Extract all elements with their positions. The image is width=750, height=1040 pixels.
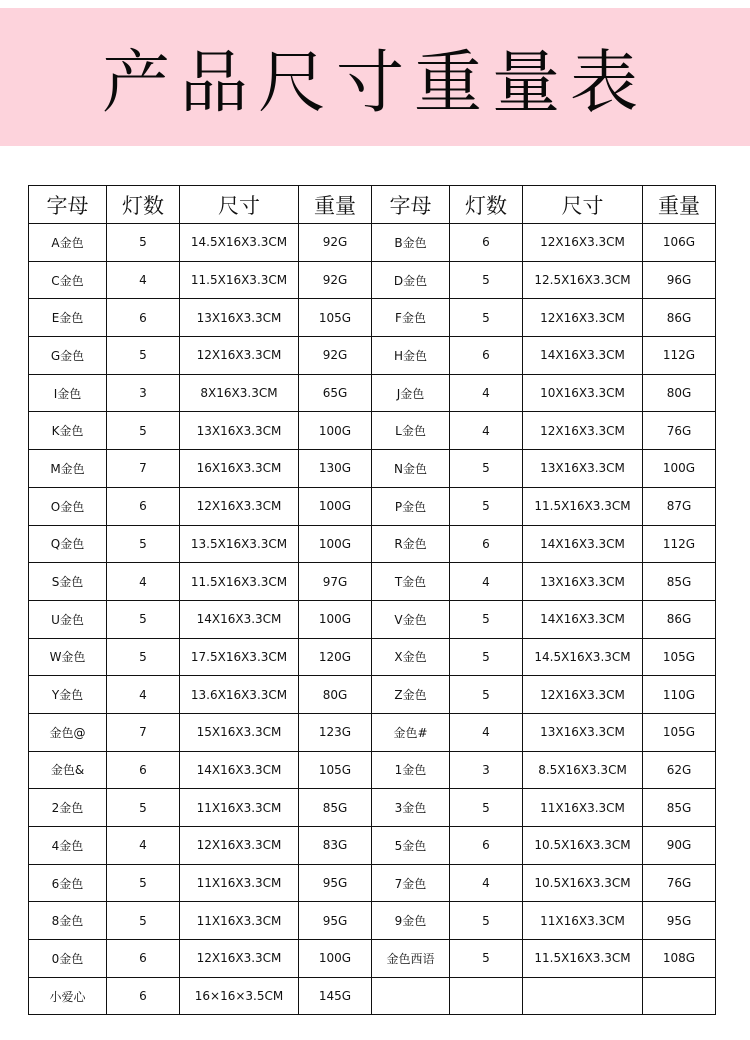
size-cell: 16×16×3.5CM bbox=[180, 977, 299, 1015]
letter-cell: K金色 bbox=[29, 412, 107, 450]
letter-cell: R金色 bbox=[372, 525, 450, 563]
weight-cell: 110G bbox=[643, 676, 716, 714]
letter-cell: 5金色 bbox=[372, 827, 450, 865]
lamps-cell: 3 bbox=[107, 374, 180, 412]
size-cell: 12X16X3.3CM bbox=[180, 827, 299, 865]
size-cell: 12X16X3.3CM bbox=[180, 337, 299, 375]
weight-cell: 130G bbox=[299, 450, 372, 488]
letter-cell: 金色# bbox=[372, 713, 450, 751]
table-row bbox=[29, 977, 716, 1015]
letter-cell: 9金色 bbox=[372, 902, 450, 940]
letter-cell: 2金色 bbox=[29, 789, 107, 827]
weight-cell: 76G bbox=[643, 412, 716, 450]
lamps-cell: 5 bbox=[450, 299, 523, 337]
letter-cell: T金色 bbox=[372, 563, 450, 601]
table-row bbox=[29, 299, 716, 337]
lamps-cell: 4 bbox=[450, 374, 523, 412]
size-cell: 14X16X3.3CM bbox=[180, 751, 299, 789]
table-row bbox=[29, 940, 716, 978]
weight-cell: 92G bbox=[299, 337, 372, 375]
lamps-cell: 5 bbox=[450, 940, 523, 978]
weight-cell bbox=[643, 977, 716, 1015]
letter-cell: 1金色 bbox=[372, 751, 450, 789]
weight-cell: 85G bbox=[643, 789, 716, 827]
lamps-cell: 6 bbox=[450, 337, 523, 375]
weight-cell: 112G bbox=[643, 337, 716, 375]
weight-cell: 97G bbox=[299, 563, 372, 601]
lamps-cell: 5 bbox=[450, 638, 523, 676]
header-weight: 重量 bbox=[299, 186, 372, 224]
table-row bbox=[29, 676, 716, 714]
lamps-cell: 5 bbox=[107, 412, 180, 450]
weight-cell: 83G bbox=[299, 827, 372, 865]
weight-cell: 92G bbox=[299, 261, 372, 299]
size-cell: 8.5X16X3.3CM bbox=[523, 751, 643, 789]
weight-cell: 80G bbox=[643, 374, 716, 412]
letter-cell: P金色 bbox=[372, 487, 450, 525]
weight-cell: 108G bbox=[643, 940, 716, 978]
letter-cell: 金色@ bbox=[29, 713, 107, 751]
header-size: 尺寸 bbox=[180, 186, 299, 224]
lamps-cell: 6 bbox=[107, 940, 180, 978]
letter-cell: E金色 bbox=[29, 299, 107, 337]
header-size: 尺寸 bbox=[523, 186, 643, 224]
letter-cell: L金色 bbox=[372, 412, 450, 450]
letter-cell: S金色 bbox=[29, 563, 107, 601]
size-cell: 14X16X3.3CM bbox=[523, 525, 643, 563]
lamps-cell: 6 bbox=[107, 751, 180, 789]
table-row bbox=[29, 374, 716, 412]
table-row bbox=[29, 638, 716, 676]
lamps-cell: 5 bbox=[107, 789, 180, 827]
lamps-cell: 6 bbox=[107, 487, 180, 525]
weight-cell: 92G bbox=[299, 224, 372, 262]
letter-cell: G金色 bbox=[29, 337, 107, 375]
weight-cell: 96G bbox=[643, 261, 716, 299]
weight-cell: 100G bbox=[299, 487, 372, 525]
table-row bbox=[29, 261, 716, 299]
letter-cell: U金色 bbox=[29, 600, 107, 638]
weight-cell: 100G bbox=[299, 412, 372, 450]
size-cell: 11X16X3.3CM bbox=[180, 864, 299, 902]
lamps-cell: 7 bbox=[107, 713, 180, 751]
header-letter: 字母 bbox=[372, 186, 450, 224]
size-cell: 10.5X16X3.3CM bbox=[523, 864, 643, 902]
letter-cell: A金色 bbox=[29, 224, 107, 262]
size-cell: 14X16X3.3CM bbox=[180, 600, 299, 638]
weight-cell: 95G bbox=[643, 902, 716, 940]
lamps-cell: 5 bbox=[107, 600, 180, 638]
letter-cell: 8金色 bbox=[29, 902, 107, 940]
lamps-cell: 4 bbox=[450, 864, 523, 902]
letter-cell: 金色& bbox=[29, 751, 107, 789]
weight-cell: 85G bbox=[299, 789, 372, 827]
letter-cell: 3金色 bbox=[372, 789, 450, 827]
size-cell: 11X16X3.3CM bbox=[523, 902, 643, 940]
lamps-cell: 5 bbox=[450, 261, 523, 299]
letter-cell: 小爱心 bbox=[29, 977, 107, 1015]
letter-cell: Y金色 bbox=[29, 676, 107, 714]
table-row bbox=[29, 751, 716, 789]
size-cell: 12X16X3.3CM bbox=[523, 412, 643, 450]
size-cell: 14X16X3.3CM bbox=[523, 337, 643, 375]
table-row bbox=[29, 224, 716, 262]
size-cell: 14X16X3.3CM bbox=[523, 600, 643, 638]
size-cell: 11.5X16X3.3CM bbox=[523, 940, 643, 978]
table-row bbox=[29, 600, 716, 638]
lamps-cell: 5 bbox=[450, 450, 523, 488]
table-row bbox=[29, 337, 716, 375]
letter-cell: J金色 bbox=[372, 374, 450, 412]
weight-cell: 100G bbox=[299, 525, 372, 563]
weight-cell: 86G bbox=[643, 600, 716, 638]
size-cell: 10X16X3.3CM bbox=[523, 374, 643, 412]
weight-cell: 105G bbox=[643, 713, 716, 751]
weight-cell: 95G bbox=[299, 902, 372, 940]
size-cell: 12X16X3.3CM bbox=[523, 676, 643, 714]
letter-cell: Q金色 bbox=[29, 525, 107, 563]
size-weight-table bbox=[28, 185, 716, 1015]
lamps-cell: 4 bbox=[107, 827, 180, 865]
lamps-cell bbox=[450, 977, 523, 1015]
lamps-cell: 4 bbox=[107, 676, 180, 714]
table-row bbox=[29, 827, 716, 865]
size-cell: 12X16X3.3CM bbox=[180, 940, 299, 978]
letter-cell: 金色西语 bbox=[372, 940, 450, 978]
letter-cell: W金色 bbox=[29, 638, 107, 676]
size-cell: 12X16X3.3CM bbox=[180, 487, 299, 525]
lamps-cell: 4 bbox=[107, 261, 180, 299]
letter-cell: Z金色 bbox=[372, 676, 450, 714]
size-cell: 12X16X3.3CM bbox=[523, 224, 643, 262]
weight-cell: 100G bbox=[299, 600, 372, 638]
letter-cell bbox=[372, 977, 450, 1015]
lamps-cell: 5 bbox=[450, 902, 523, 940]
lamps-cell: 6 bbox=[450, 224, 523, 262]
lamps-cell: 5 bbox=[107, 224, 180, 262]
letter-cell: D金色 bbox=[372, 261, 450, 299]
letter-cell: B金色 bbox=[372, 224, 450, 262]
letter-cell: N金色 bbox=[372, 450, 450, 488]
size-cell: 10.5X16X3.3CM bbox=[523, 827, 643, 865]
letter-cell: H金色 bbox=[372, 337, 450, 375]
letter-cell: 0金色 bbox=[29, 940, 107, 978]
lamps-cell: 6 bbox=[107, 299, 180, 337]
table-row bbox=[29, 563, 716, 601]
table-row bbox=[29, 525, 716, 563]
lamps-cell: 5 bbox=[107, 864, 180, 902]
letter-cell: 4金色 bbox=[29, 827, 107, 865]
size-cell: 16X16X3.3CM bbox=[180, 450, 299, 488]
table-row bbox=[29, 487, 716, 525]
table-row bbox=[29, 864, 716, 902]
weight-cell: 87G bbox=[643, 487, 716, 525]
weight-cell: 145G bbox=[299, 977, 372, 1015]
size-cell: 12X16X3.3CM bbox=[523, 299, 643, 337]
header-letter: 字母 bbox=[29, 186, 107, 224]
lamps-cell: 5 bbox=[107, 902, 180, 940]
size-cell: 13X16X3.3CM bbox=[523, 450, 643, 488]
weight-cell: 65G bbox=[299, 374, 372, 412]
letter-cell: F金色 bbox=[372, 299, 450, 337]
lamps-cell: 5 bbox=[107, 337, 180, 375]
size-cell: 11X16X3.3CM bbox=[180, 789, 299, 827]
table-header-row bbox=[29, 186, 716, 224]
size-cell: 11.5X16X3.3CM bbox=[180, 261, 299, 299]
size-cell: 15X16X3.3CM bbox=[180, 713, 299, 751]
lamps-cell: 4 bbox=[107, 563, 180, 601]
weight-cell: 62G bbox=[643, 751, 716, 789]
size-cell: 13X16X3.3CM bbox=[523, 563, 643, 601]
table-row bbox=[29, 412, 716, 450]
lamps-cell: 4 bbox=[450, 713, 523, 751]
size-cell: 13X16X3.3CM bbox=[180, 299, 299, 337]
weight-cell: 85G bbox=[643, 563, 716, 601]
weight-cell: 105G bbox=[643, 638, 716, 676]
table-row bbox=[29, 902, 716, 940]
size-cell: 14.5X16X3.3CM bbox=[523, 638, 643, 676]
weight-cell: 123G bbox=[299, 713, 372, 751]
lamps-cell: 5 bbox=[450, 487, 523, 525]
weight-cell: 100G bbox=[299, 940, 372, 978]
letter-cell: V金色 bbox=[372, 600, 450, 638]
size-cell: 8X16X3.3CM bbox=[180, 374, 299, 412]
header-lamps: 灯数 bbox=[450, 186, 523, 224]
size-cell: 11X16X3.3CM bbox=[523, 789, 643, 827]
lamps-cell: 5 bbox=[450, 600, 523, 638]
size-cell bbox=[523, 977, 643, 1015]
lamps-cell: 4 bbox=[450, 563, 523, 601]
size-cell: 11.5X16X3.3CM bbox=[523, 487, 643, 525]
weight-cell: 80G bbox=[299, 676, 372, 714]
table-row bbox=[29, 450, 716, 488]
letter-cell: X金色 bbox=[372, 638, 450, 676]
size-cell: 12.5X16X3.3CM bbox=[523, 261, 643, 299]
lamps-cell: 6 bbox=[450, 525, 523, 563]
weight-cell: 76G bbox=[643, 864, 716, 902]
size-cell: 13X16X3.3CM bbox=[523, 713, 643, 751]
weight-cell: 86G bbox=[643, 299, 716, 337]
lamps-cell: 5 bbox=[450, 676, 523, 714]
title-banner bbox=[0, 8, 750, 146]
weight-cell: 105G bbox=[299, 299, 372, 337]
lamps-cell: 5 bbox=[107, 638, 180, 676]
lamps-cell: 5 bbox=[450, 789, 523, 827]
lamps-cell: 5 bbox=[107, 525, 180, 563]
table-row bbox=[29, 789, 716, 827]
weight-cell: 112G bbox=[643, 525, 716, 563]
size-cell: 13.6X16X3.3CM bbox=[180, 676, 299, 714]
lamps-cell: 7 bbox=[107, 450, 180, 488]
size-cell: 17.5X16X3.3CM bbox=[180, 638, 299, 676]
size-cell: 13.5X16X3.3CM bbox=[180, 525, 299, 563]
letter-cell: I金色 bbox=[29, 374, 107, 412]
letter-cell: C金色 bbox=[29, 261, 107, 299]
weight-cell: 106G bbox=[643, 224, 716, 262]
lamps-cell: 3 bbox=[450, 751, 523, 789]
lamps-cell: 6 bbox=[107, 977, 180, 1015]
weight-cell: 105G bbox=[299, 751, 372, 789]
page-title: 产品尺寸重量表 bbox=[101, 43, 648, 123]
weight-cell: 90G bbox=[643, 827, 716, 865]
header-weight: 重量 bbox=[643, 186, 716, 224]
letter-cell: M金色 bbox=[29, 450, 107, 488]
weight-cell: 100G bbox=[643, 450, 716, 488]
header-lamps: 灯数 bbox=[107, 186, 180, 224]
size-cell: 14.5X16X3.3CM bbox=[180, 224, 299, 262]
lamps-cell: 6 bbox=[450, 827, 523, 865]
size-cell: 13X16X3.3CM bbox=[180, 412, 299, 450]
letter-cell: 6金色 bbox=[29, 864, 107, 902]
lamps-cell: 4 bbox=[450, 412, 523, 450]
letter-cell: O金色 bbox=[29, 487, 107, 525]
size-cell: 11X16X3.3CM bbox=[180, 902, 299, 940]
letter-cell: 7金色 bbox=[372, 864, 450, 902]
table-row bbox=[29, 713, 716, 751]
weight-cell: 95G bbox=[299, 864, 372, 902]
size-cell: 11.5X16X3.3CM bbox=[180, 563, 299, 601]
weight-cell: 120G bbox=[299, 638, 372, 676]
